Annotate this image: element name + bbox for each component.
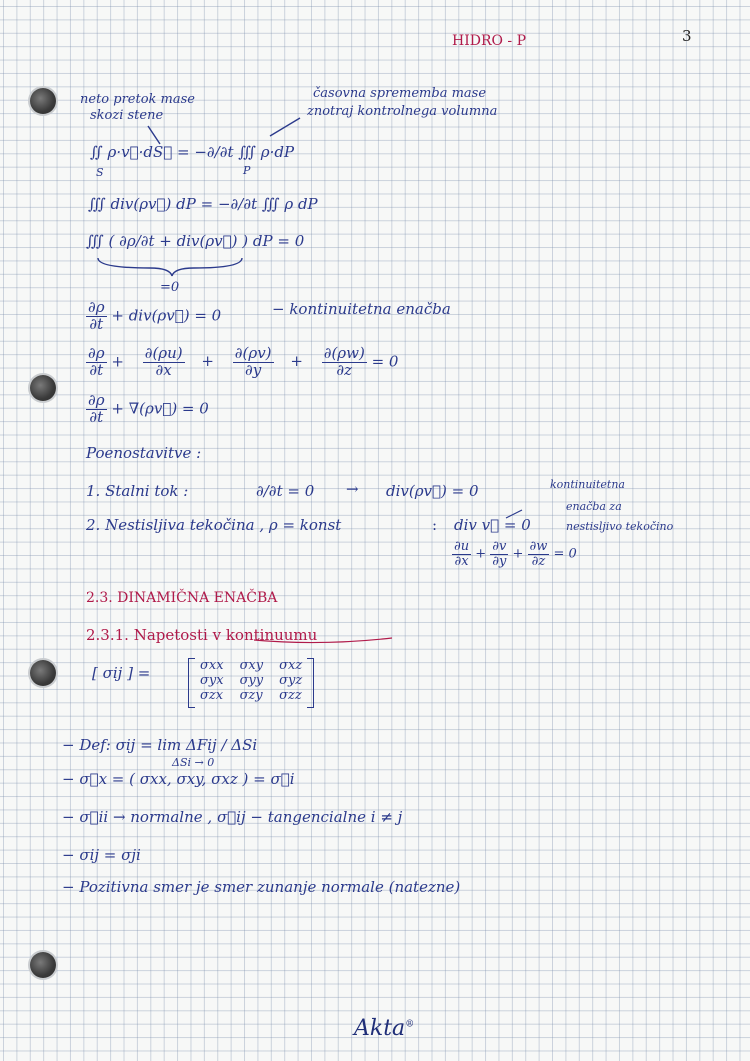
side-note-incompressible: nestisljivo tekočino bbox=[566, 520, 674, 533]
incompressible-colon: : bbox=[432, 516, 438, 534]
integrand-zero-note: =0 bbox=[160, 280, 180, 295]
simplifications-heading: Poenostavitve : bbox=[86, 444, 202, 462]
underbrace bbox=[98, 258, 242, 276]
section-heading: 2.3. DINAMIČNA ENAČBA bbox=[86, 590, 278, 606]
matrix-cell: σyx bbox=[200, 673, 224, 688]
steady-flow-condition: ∂/∂t = 0 bbox=[256, 482, 315, 500]
limit-subscript: ΔSi → 0 bbox=[172, 756, 215, 769]
matrix-cell: σxx bbox=[200, 658, 224, 673]
label-net-mass-flow: neto pretok mase bbox=[80, 92, 195, 107]
divergence-equation: ∭ div(ρv⃗) dP = −∂/∂t ∭ ρ dP bbox=[88, 195, 318, 213]
frac-den: ∂z bbox=[531, 553, 546, 569]
stress-tensor-label: [ σij ] = bbox=[92, 664, 151, 682]
frac-den: ∂t bbox=[89, 360, 104, 379]
matrix-cell: σyy bbox=[239, 673, 264, 688]
nabla-rest: + ∇(ρv⃗) = 0 bbox=[111, 399, 209, 418]
arrow-to-surface-integral bbox=[148, 126, 160, 144]
underline-subsection bbox=[254, 638, 392, 643]
bullet-positive-direction: − Pozitivna smer je smer zunanje normale (natezne) bbox=[62, 878, 461, 896]
expanded-continuity-equation: $\frac{\partial\rho}{\partial t}$ + $\frac{\partial(\rho u)}{\partial x}$ + $\frac{\partial(\rho v)}{\partial y}$ + $\frac{\partial(\rho w)}{\partial z}$ = 0 bbox=[88, 344, 399, 379]
arrow-to-volume-integral bbox=[270, 118, 300, 136]
registered-mark: ® bbox=[405, 1019, 415, 1030]
equals-zero: = 0 bbox=[371, 352, 399, 371]
integral-continuity-equation: ∭ ( ∂ρ/∂t + div(ρv⃗) ) dP = 0 bbox=[86, 232, 305, 250]
frac-num: ∂u bbox=[454, 539, 470, 554]
equals-zero: = 0 bbox=[553, 546, 577, 562]
mass-balance-equation: ∬ ρ·v⃗·dS⃗ = −∂/∂t ∭ ρ·dP bbox=[90, 143, 295, 161]
page-header-title: HIDRO - P bbox=[452, 33, 527, 49]
stress-definition: − Def: σij = lim ΔFij / ΔSi bbox=[62, 736, 258, 754]
matrix-cell: σzx bbox=[200, 688, 224, 703]
frac-den: ∂y bbox=[492, 553, 507, 569]
cont-num: ∂ρ bbox=[88, 298, 105, 316]
label-inside-control-volume: znotraj kontrolnega volumna bbox=[307, 104, 498, 119]
frac-num: ∂v bbox=[492, 539, 507, 554]
steady-flow-result: div(ρv⃗) = 0 bbox=[386, 482, 479, 500]
frac-den: ∂y bbox=[245, 360, 262, 379]
frac-num: ∂ρ bbox=[88, 344, 105, 362]
frac-den: ∂t bbox=[89, 407, 104, 426]
incompressible-result: div v⃗ = 0 bbox=[454, 516, 531, 534]
matrix-cell: σzz bbox=[279, 688, 302, 703]
continuity-equation-label: − kontinuitetna enačba bbox=[272, 300, 451, 318]
steady-flow-label: 1. Stalni tok : bbox=[86, 482, 189, 500]
frac-den: ∂x bbox=[155, 360, 172, 379]
frac-num: ∂(ρu) bbox=[144, 344, 183, 362]
bullet-normal-tangential: − σ⃗ii → normalne , σ⃗ij − tangencialne i ≠ j bbox=[62, 808, 403, 826]
brand-name: Akta bbox=[354, 1016, 406, 1041]
surface-subscript: S bbox=[96, 166, 104, 179]
side-note-equation-for: enačba za bbox=[566, 500, 622, 513]
frac-num: ∂ρ bbox=[88, 391, 105, 409]
cont-rest: + div(ρv⃗) = 0 bbox=[111, 306, 222, 325]
subsection-heading: 2.3.1. Napetosti v kontinuumu bbox=[86, 626, 318, 644]
frac-num: ∂(ρw) bbox=[323, 344, 365, 362]
matrix-cell: σzy bbox=[239, 688, 263, 703]
frac-den: ∂x bbox=[454, 553, 469, 569]
frac-num: ∂(ρv) bbox=[234, 344, 272, 362]
frac-den: ∂z bbox=[336, 360, 353, 379]
matrix-cell: σyz bbox=[279, 673, 303, 688]
incompressible-label: 2. Nestisljiva tekočina , ρ = konst bbox=[86, 516, 342, 534]
label-through-walls: skozi stene bbox=[90, 108, 164, 123]
incompressible-expanded: $\frac{\partial u}{\partial x}$ + $\frac{\partial v}{\partial y}$ + $\frac{\partial w}{\partial z}$ = 0 bbox=[454, 539, 577, 569]
frac-num: ∂w bbox=[529, 539, 548, 554]
arrow-right-icon: → bbox=[346, 480, 359, 498]
arrow-to-side-note bbox=[506, 510, 522, 518]
cont-den: ∂t bbox=[89, 314, 104, 333]
page-number: 3 bbox=[682, 27, 692, 45]
brand-logo bbox=[354, 1016, 414, 1041]
bullet-symmetry: − σij = σji bbox=[62, 846, 141, 864]
bullet-stress-vector: − σ⃗x = ( σxx, σxy, σxz ) = σ⃗i bbox=[62, 770, 295, 788]
volume-subscript: P bbox=[243, 164, 251, 177]
matrix-cell: σxy bbox=[239, 658, 264, 673]
matrix-cell: σxz bbox=[279, 658, 303, 673]
side-note-continuity: kontinuitetna bbox=[550, 478, 625, 491]
label-time-change-of-mass: časovna sprememba mase bbox=[313, 86, 487, 101]
